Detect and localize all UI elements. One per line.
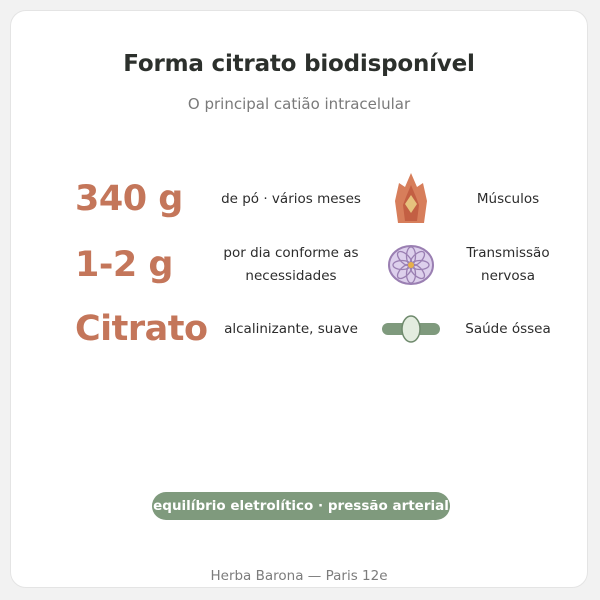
row-value: 340 g — [75, 179, 183, 219]
nerve-cell-icon — [381, 235, 441, 295]
benefits-badge: equilíbrio eletrolítico · pressão arterial — [152, 492, 450, 520]
row-label: Saúde óssea — [465, 320, 551, 337]
info-row-bone — [11, 299, 589, 359]
bone-icon — [381, 299, 441, 359]
info-row-nerve — [11, 235, 589, 295]
row-description: de pó · vários meses — [221, 190, 361, 207]
row-description: por dia conforme as necessidades — [223, 245, 359, 284]
page-subtitle: O principal catião intracelular — [187, 95, 411, 113]
info-row-muscles — [11, 169, 589, 229]
row-label: Transmissão nervosa — [466, 245, 550, 284]
info-card — [10, 10, 588, 588]
row-value: Citrato — [75, 309, 208, 349]
footer-text: Herba Barona — Paris 12e — [210, 568, 388, 584]
page-title: Forma citrato biodisponível — [123, 51, 475, 77]
row-description: alcalinizante, suave — [224, 320, 358, 337]
row-label: Músculos — [476, 190, 540, 207]
row-value: 1-2 g — [75, 245, 173, 285]
flame-icon — [381, 169, 441, 229]
